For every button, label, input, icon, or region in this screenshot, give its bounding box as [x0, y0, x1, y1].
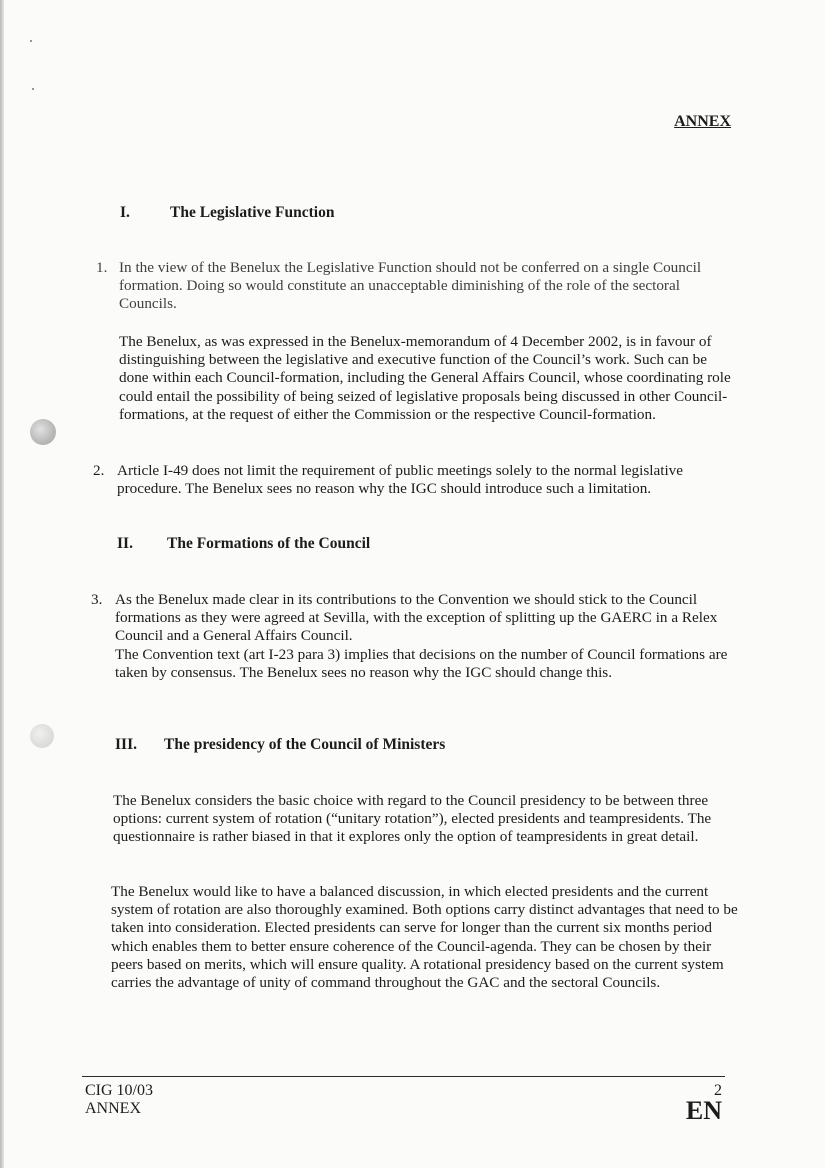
- footer-doc-part: ANNEX: [85, 1100, 141, 1117]
- section-title: The Formations of the Council: [167, 535, 371, 552]
- paragraph-1: In the view of the Benelux the Legislative Function should not be conferred on a single Council formation. Doing so would constitute an unacceptable diminishing of the role of the sectoral Councils.: [119, 259, 702, 313]
- paragraph-1-continued: The Benelux, as was expressed in the Benelux-memorandum of 4 December 2002, is in favour of distinguishing between the legislative and executive function of the Council’s work. Such can be done within each Council-formation, including the General Affairs Council, whose coordinating role could entail the possibility of being seized of legislative proposals being discussed in other Council-formations, at the request of either the Commission or the respective Council-formation.: [119, 333, 731, 423]
- footer-doc-ref: CIG 10/03: [85, 1082, 153, 1099]
- paragraph-3-sentence-a: As the Benelux made clear in its contributions to the Convention we should stick to the Council formations as they were agreed at Sevilla, with the exception of splitting up the GAERC in a Relex Council and a General Affairs Council.: [115, 591, 718, 645]
- scan-speck: [32, 88, 34, 90]
- scan-edge: [0, 0, 4, 1168]
- language-code: EN: [685, 1096, 722, 1125]
- section-number: II.: [117, 535, 133, 552]
- paragraph-3-sentence-b: The Convention text (art I-23 para 3) implies that decisions on the number of Council formations are taken by consensus. The Benelux sees no reason why the IGC should change this.: [115, 645, 728, 681]
- section-number: I.: [120, 204, 130, 221]
- footer-rule: [82, 1076, 725, 1077]
- paragraph-presidency-options: The Benelux considers the basic choice with regard to the Council presidency to be between three options: current system of rotation (“unitary rotation”), elected presidents and teampresidents. The questionnaire is rather biased in that it explores only the option of teampresidents in great detail.: [113, 792, 712, 846]
- page-number: 2: [714, 1082, 722, 1099]
- punch-hole-mark: [30, 419, 56, 445]
- punch-hole-mark: [30, 724, 54, 748]
- section-heading-council-formations: [117, 535, 370, 553]
- paragraph-number: 3.: [91, 591, 103, 608]
- paragraph-number: 1.: [96, 259, 108, 276]
- section-heading-presidency: [115, 736, 445, 754]
- scan-speck: [30, 40, 32, 42]
- paragraph-2: Article I-49 does not limit the requirement of public meetings solely to the normal legislative procedure. The Benelux sees no reason why the IGC should introduce such a limitation.: [117, 462, 684, 498]
- section-number: III.: [115, 736, 137, 753]
- section-title: The presidency of the Council of Ministers: [164, 736, 446, 753]
- paragraph-balanced-discussion: The Benelux would like to have a balanced discussion, in which elected presidents and the current system of rotation are also thoroughly examined. Both options carry distinct advantages that need to be taken into consideration. Elected presidents can serve for longer than the current six months period which enables them to better ensure coherence of the Council-agenda. They can be chosen by their peers based on merits, which will ensure quality. A rotational presidency based on the current system carries the advantage of unity of command throughout the GAC and the sectoral Councils.: [111, 883, 738, 992]
- paragraph-3: [115, 591, 735, 682]
- paragraph-number: 2.: [93, 462, 105, 479]
- annex-heading: ANNEX: [674, 113, 731, 130]
- section-title: The Legislative Function: [170, 204, 335, 221]
- section-heading-legislative-function: [120, 204, 334, 222]
- footer-doc-reference: [85, 1082, 153, 1118]
